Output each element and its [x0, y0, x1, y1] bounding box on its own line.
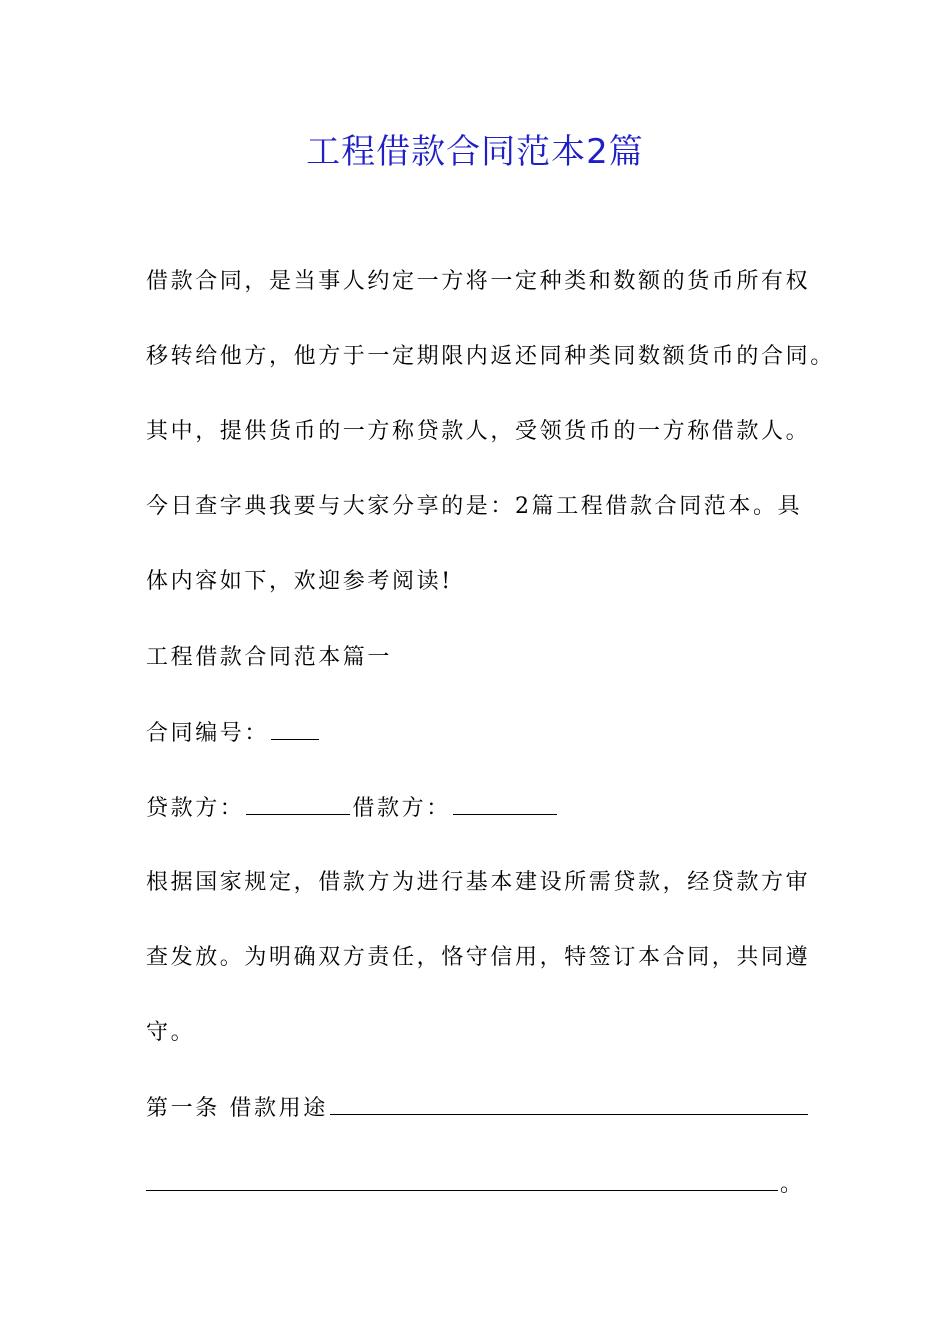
- intro-line-4: 今日查字典我要与大家分享的是：2篇工程借款合同范本。具: [146, 494, 803, 519]
- contract-number-blank: [271, 717, 319, 740]
- article-1-continuation-blank: [146, 1168, 778, 1191]
- intro-line-3: 其中，提供货币的一方称贷款人，受领货币的一方称借款人。: [146, 419, 811, 444]
- contract-number-label: 合同编号：: [146, 721, 270, 746]
- article-1-row: [146, 1092, 810, 1125]
- body-line-1: 根据国家规定，借款方为进行基本建设所需贷款，经贷款方审: [146, 870, 811, 895]
- body-line-3: 守。: [146, 1020, 196, 1045]
- borrower-label: 借款方：: [352, 796, 451, 821]
- article-1-blank: [330, 1092, 808, 1115]
- intro-line-2: 移转给他方，他方于一定期限内返还同种类同数额货币的合同。: [146, 344, 835, 369]
- parties-row: [146, 792, 559, 825]
- lender-label: 贷款方：: [146, 796, 245, 821]
- article-1-continuation: [146, 1168, 805, 1201]
- article-1-end: 。: [780, 1172, 805, 1197]
- lender-blank: [246, 792, 350, 815]
- section-heading: 工程借款合同范本篇一: [146, 645, 393, 670]
- borrower-blank: [453, 792, 557, 815]
- body-line-2: 查发放。为明确双方责任，恪守信用，特签订本合同，共同遵: [146, 945, 811, 970]
- intro-line-1: 借款合同，是当事人约定一方将一定种类和数额的货币所有权: [146, 269, 811, 294]
- contract-number-row: [146, 717, 321, 750]
- article-1-label: 第一条 借款用途: [146, 1096, 328, 1121]
- intro-line-5: 体内容如下，欢迎参考阅读!: [146, 569, 453, 594]
- document-title: 工程借款合同范本2篇: [306, 132, 644, 172]
